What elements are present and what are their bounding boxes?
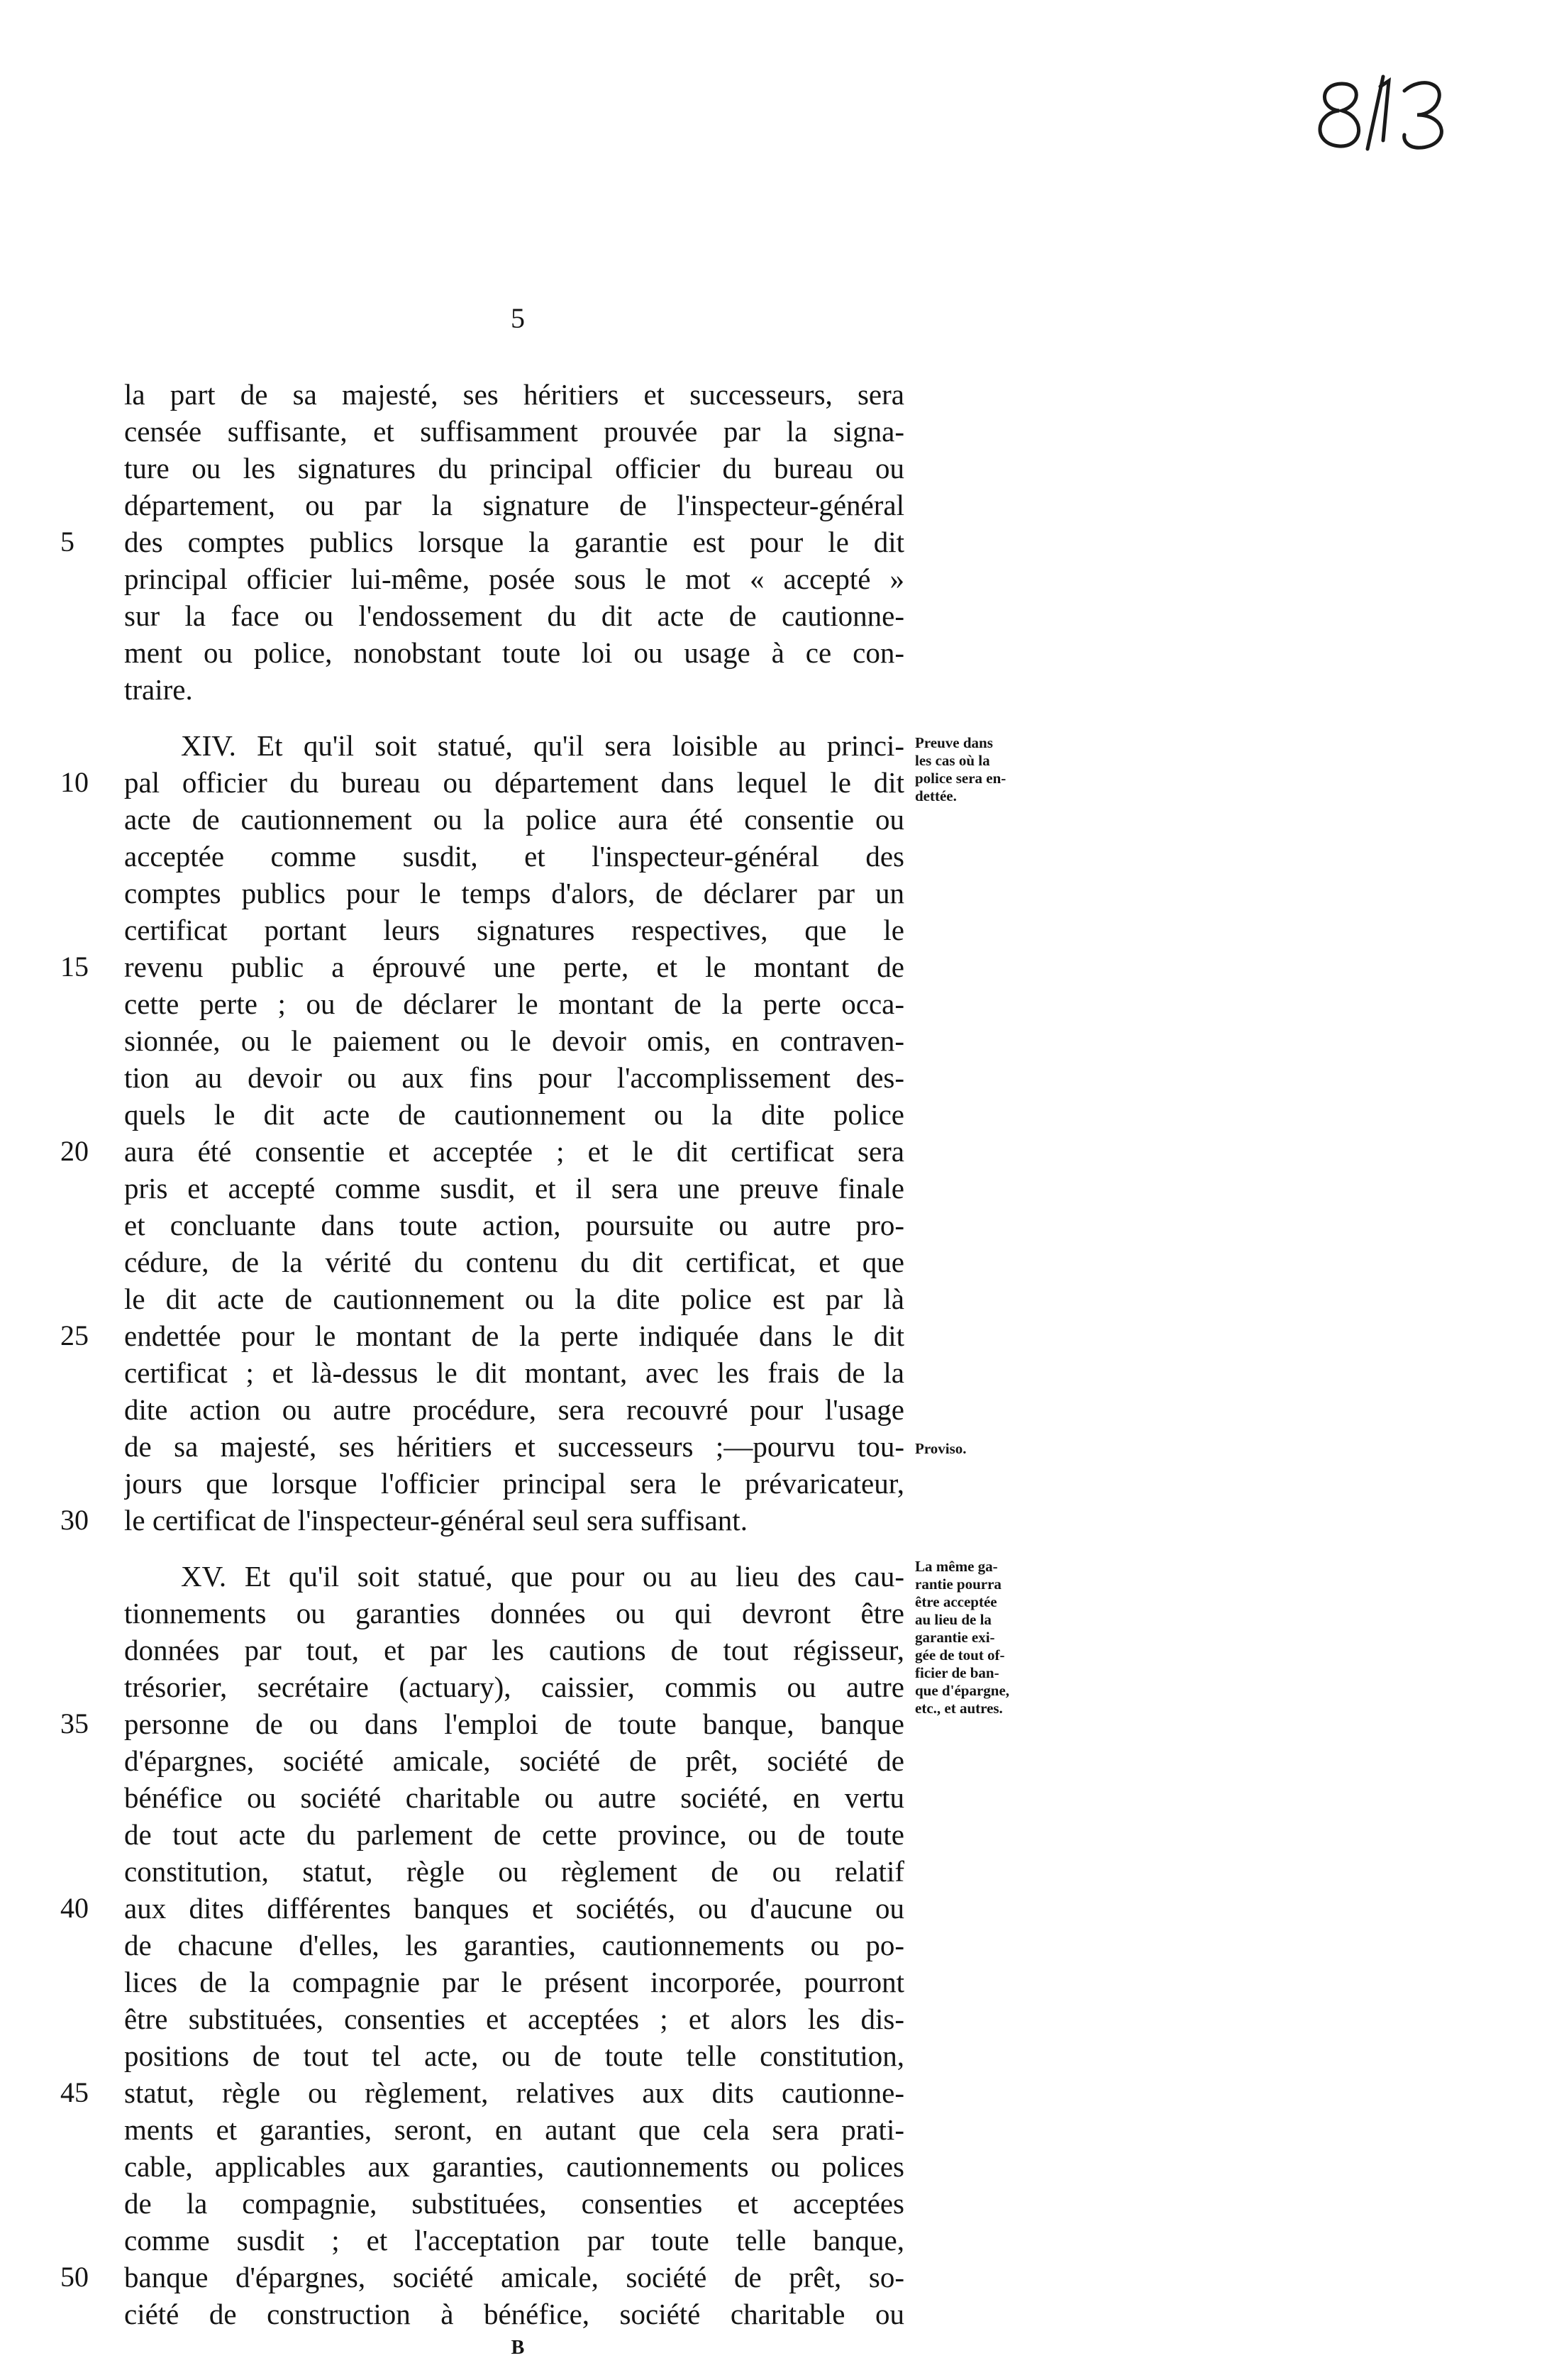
text-line: de la compagnie, substituées, consenties et acceptées (124, 2187, 904, 2220)
text-line: comptes publics pour le temps d'alors, de déclarer par un (124, 877, 904, 909)
margin-note-line: Proviso. (915, 1440, 967, 1457)
text-line: acte de cautionnement ou la police aura été consentie ou (124, 803, 904, 836)
text-line: données par tout, et par les cautions de tout régisseur, (124, 1634, 904, 1666)
text-line: pal officier du bureau ou département dans lequel le dit (124, 766, 904, 799)
line-number: 5 (60, 526, 74, 558)
text-line: acceptée comme susdit, et l'inspecteur-général des (124, 840, 904, 873)
text-line: aux dites différentes banques et sociétés, ou d'aucune ou (124, 1892, 904, 1925)
handwritten-folio-number (1298, 55, 1482, 162)
text-line: personne de ou dans l'emploi de toute banque, banque (124, 1707, 904, 1740)
margin-note-line: Preuve dans (915, 734, 993, 751)
text-line: cable, applicables aux garanties, cautionnements ou polices (124, 2150, 904, 2183)
text-line: aura été consentie et acceptée ; et le dit certificat sera (124, 1135, 904, 1168)
text-line: banque d'épargnes, société amicale, société de prêt, so- (124, 2261, 904, 2293)
margin-note-line: être acceptée (915, 1593, 997, 1610)
text-line: d'épargnes, société amicale, société de prêt, société de (124, 1744, 904, 1777)
margin-note-line: gée de tout of- (915, 1646, 1005, 1664)
line-number: 20 (60, 1135, 89, 1167)
text-line: traire. (124, 673, 193, 706)
text-line: tionnements ou garanties données ou qui devront être (124, 1597, 904, 1629)
text-line: cette perte ; ou de déclarer le montant de la perte occa- (124, 987, 904, 1020)
text-line: département, ou par la signature de l'inspecteur-général (124, 489, 904, 521)
text-line: positions de tout tel acte, ou de toute telle constitution, (124, 2039, 904, 2072)
line-number: 15 (60, 951, 89, 983)
line-number: 35 (60, 1707, 89, 1739)
section-heading-line: XIV. Et qu'il soit statué, qu'il sera loisible au princi- (181, 729, 904, 762)
text-line: cédure, de la vérité du contenu du dit certificat, et que (124, 1246, 904, 1278)
line-number: 40 (60, 1892, 89, 1924)
text-line: des comptes publics lorsque la garantie est pour le dit (124, 526, 904, 558)
text-line: être substituées, consenties et acceptées ; et alors les dis- (124, 2003, 904, 2035)
line-number: 30 (60, 1504, 89, 1536)
margin-note-garantie (915, 1558, 1060, 1717)
text-line: censée suffisante, et suffisamment prouvée par la signa- (124, 415, 904, 448)
text-line: principal officier lui-même, posée sous le mot « accepté » (124, 563, 904, 595)
line-number: 10 (60, 766, 89, 798)
margin-note-line: dettée. (915, 787, 957, 804)
text-line: statut, règle ou règlement, relatives aux dits cautionne- (124, 2076, 904, 2109)
margin-note-line: garantie exi- (915, 1629, 995, 1646)
margin-note-line: au lieu de la (915, 1611, 992, 1628)
text-line: lices de la compagnie par le présent incorporée, pourront (124, 1966, 904, 1998)
margin-note-proviso (915, 1440, 1060, 1458)
margin-note-line: police sera en- (915, 770, 1006, 787)
text-line: bénéfice ou société charitable ou autre société, en vertu (124, 1781, 904, 1814)
text-line: revenu public a éprouvé une perte, et le montant de (124, 951, 904, 983)
line-number: 45 (60, 2076, 89, 2108)
text-line: certificat portant leurs signatures respectives, que le (124, 914, 904, 946)
text-line: jours que lorsque l'officier principal sera le prévaricateur, (124, 1467, 904, 1500)
text-line: ment ou police, nonobstant toute loi ou usage à ce con- (124, 636, 904, 669)
text-line: et concluante dans toute action, poursuite ou autre pro- (124, 1209, 904, 1241)
text-line: la part de sa majesté, ses héritiers et successeurs, sera (124, 378, 904, 411)
line-number: 50 (60, 2261, 89, 2293)
text-line: le certificat de l'inspecteur-général seul sera suffisant. (124, 1504, 748, 1537)
signature-mark: B (511, 2337, 525, 2359)
text-line: dite action ou autre procédure, sera recouvré pour l'usage (124, 1393, 904, 1426)
text-line: pris et accepté comme susdit, et il sera une preuve finale (124, 1172, 904, 1205)
text-line: de chacune d'elles, les garanties, cautionnements ou po- (124, 1929, 904, 1961)
margin-note-line: La même ga- (915, 1558, 998, 1575)
margin-note-line: les cas où la (915, 752, 990, 769)
text-line: endettée pour le montant de la perte indiquée dans le dit (124, 1319, 904, 1352)
text-line: ture ou les signatures du principal officier du bureau ou (124, 452, 904, 485)
margin-note-line: ficier de ban- (915, 1664, 999, 1681)
text-line: sionnée, ou le paiement ou le devoir omis, en contraven- (124, 1024, 904, 1057)
text-line: le dit acte de cautionnement ou la dite police est par là (124, 1283, 904, 1315)
text-line: de sa majesté, ses héritiers et successeurs ;—pourvu tou- (124, 1430, 904, 1463)
text-line: de tout acte du parlement de cette province, ou de toute (124, 1818, 904, 1851)
text-line: trésorier, secrétaire (actuary), caissier, commis ou autre (124, 1671, 904, 1703)
text-line: constitution, statut, règle ou règlement de ou relatif (124, 1855, 904, 1888)
line-number: 25 (60, 1319, 89, 1351)
section-heading-line: XV. Et qu'il soit statué, que pour ou au lieu des cau- (181, 1560, 904, 1593)
text-line: quels le dit acte de cautionnement ou la dite police (124, 1098, 904, 1131)
page-number: 5 (511, 302, 525, 334)
margin-note-line: etc., et autres. (915, 1700, 1003, 1717)
margin-note-line: que d'épargne, (915, 1682, 1010, 1699)
text-line: tion au devoir ou aux fins pour l'accomplissement des- (124, 1061, 904, 1094)
text-line: sur la face ou l'endossement du dit acte de cautionne- (124, 599, 904, 632)
text-line: certificat ; et là-dessus le dit montant, avec les frais de la (124, 1356, 904, 1389)
margin-note-line: rantie pourra (915, 1576, 1002, 1593)
text-line: ments et garanties, seront, en autant que cela sera prati- (124, 2113, 904, 2146)
text-line: ciété de construction à bénéfice, société charitable ou (124, 2298, 904, 2330)
text-line: comme susdit ; et l'acceptation par toute telle banque, (124, 2224, 904, 2257)
margin-note-preuve (915, 734, 1060, 805)
